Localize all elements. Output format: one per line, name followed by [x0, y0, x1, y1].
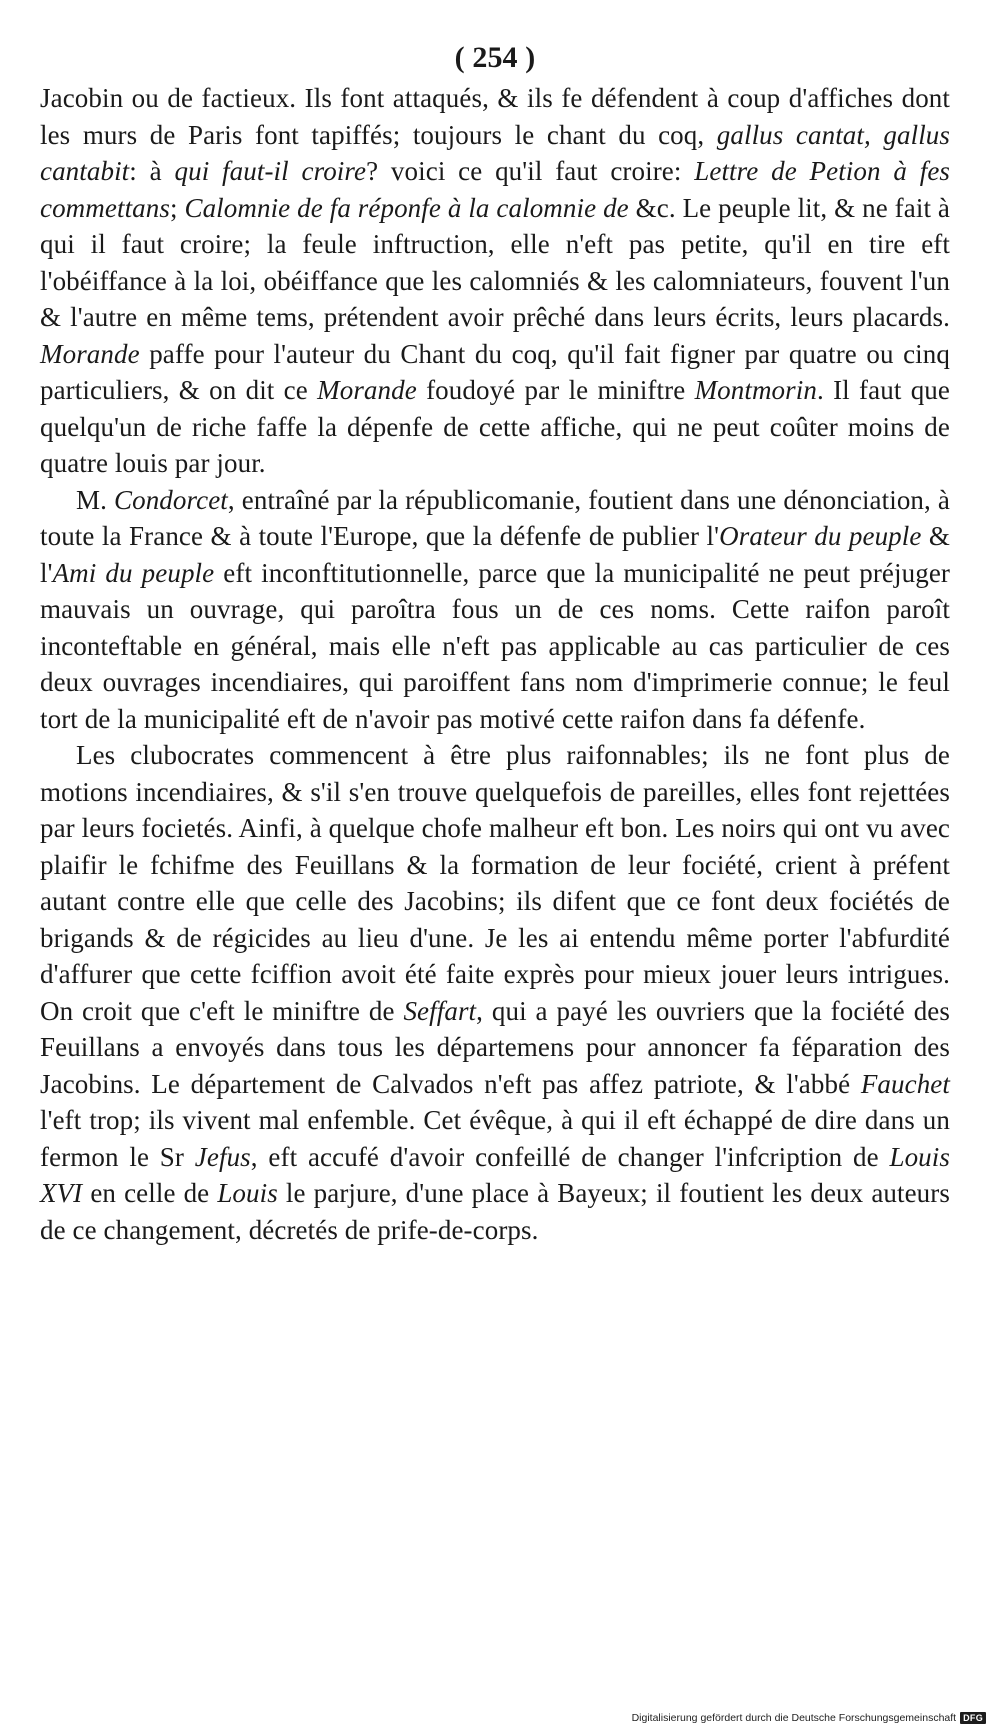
text-run: . Il faut que quelqu'un de riche faffe la dépenfe de cette affiche, qui ne peut coûter moins de quatre louis par jour. [40, 375, 950, 478]
paragraph [40, 482, 950, 738]
text-run: , entraîné par la républicomanie, foutient dans une dénonciation, à toute la France & à toute l'Europe, que la défenfe de publier l' [40, 484, 950, 551]
dfg-logo-icon: DFG [960, 1712, 986, 1724]
text-run: Jacobin ou de factieux. Ils font attaqués, & ils fe défendent à coup d'affiches dont les murs de Paris font tapiffés; toujours le chant du coq, [40, 83, 950, 150]
italic-text: Ami du peuple [52, 557, 215, 588]
text-run: le parjure, d'une place à Bayeux; il foutient les deux auteurs de ce changement, décretés de prife-de-corps. [40, 1178, 950, 1245]
text-run: &c. Le peuple lit, & ne fait à qui il faut croire; la feule inftruction, elle n'eft pas petite, qu'il en tire eft l'obéiffance à la loi, obéiffance que les calomniés & les calomniateurs, fouvent l'un & l'autre en même tems, prétendent avoir prêché dans leurs écrits, leurs placards. [40, 192, 951, 332]
italic-text: Jefus [194, 1141, 251, 1172]
text-run: ? voici ce qu'il faut croire: [366, 156, 695, 186]
italic-text: Morande [317, 375, 417, 405]
text-run: , qui a payé les ouvriers que la fociété des Feuillans a envoyés dans tous les départemens pour annoncer fa féparation des Jacobins. Le département de Calvados n'eft pas affez patriote, & l'abbé [40, 995, 950, 1099]
text-run: l'eft trop; ils vivent mal enfemble. Cet évêque, à qui il eft échappé de dire dans un fermon le Sr [40, 1105, 950, 1172]
italic-text: Orateur du peuple [719, 521, 922, 551]
text-run: : à [129, 156, 175, 186]
italic-text: Calomnie de fa réponfe à la calomnie de [184, 192, 629, 223]
digitization-credit [632, 1712, 986, 1724]
text-run: eft inconftitutionnelle, parce que la municipalité ne peut préjuger mauvais un ouvrage, qui paroîtra fous un de ces noms. Cette raifon paroît inconteftable en général, mais elle n'eft pas applicable au cas particulier de ces deux ouvrages incendiaires, qui paroiffent fans nom d'imprimerie connue; le feul tort de la municipalité eft de n'avoir pas motivé cette raifon dans fa défenfe. [40, 557, 950, 734]
italic-text: gallus cantat, gallus cantabit [40, 119, 950, 186]
credit-text: Digitalisierung gefördert durch die Deutsche Forschungsgemeinschaft [631, 1712, 957, 1724]
italic-text: Louis XVI [40, 1141, 950, 1208]
paragraph [40, 80, 950, 482]
body-text [40, 80, 950, 1248]
text-run: & l' [40, 521, 951, 588]
italic-text: Morande [40, 338, 140, 369]
text-run: ; [169, 192, 185, 223]
text-block [40, 40, 950, 1248]
text-run: , eft accufé d'avoir confeillé de changer l'infcription de [250, 1141, 890, 1172]
text-run: M. [76, 484, 114, 515]
italic-text: Fauchet [860, 1068, 950, 1099]
text-run: Les clubocrates commencent à être plus raifonnables; ils ne font plus de motions incendiaires, & s'il s'en trouve quelquefois de pareilles, elles font rejettées par leurs focietés. Ainfi, à quelque chofe malheur eft bon. Les noirs qui ont vu avec plaifir le fchifme des Feuillans & la formation de leur fociété, crient à préfent autant contre elle que celle des Jacobins; ils difent que ce font deux fociétés de brigands & de régicides au lieu d'une. Je les ai entendu même porter l'abfurdité d'affurer que cette fciffion avoit été faite exprès pour mieux jouer leurs intrigues. On croit que c'eft le miniftre de [40, 740, 950, 1026]
italic-text: Condorcet [114, 484, 228, 515]
italic-text: qui faut-il croire [174, 156, 367, 186]
text-run: foudoyé par le miniftre [416, 375, 695, 405]
italic-text: Louis [217, 1178, 278, 1208]
italic-text: Montmorin [694, 375, 817, 405]
text-run: en celle de [82, 1178, 218, 1208]
text-run: paffe pour l'auteur du Chant du coq, qu'il fait figner par quatre ou cinq particuliers, & on dit ce [40, 338, 950, 405]
page-number: ( 254 ) [454, 41, 536, 74]
paragraph [40, 737, 950, 1248]
italic-text: Seffart [403, 995, 477, 1026]
italic-text: Lettre de Petion à fes commettans [40, 156, 951, 223]
